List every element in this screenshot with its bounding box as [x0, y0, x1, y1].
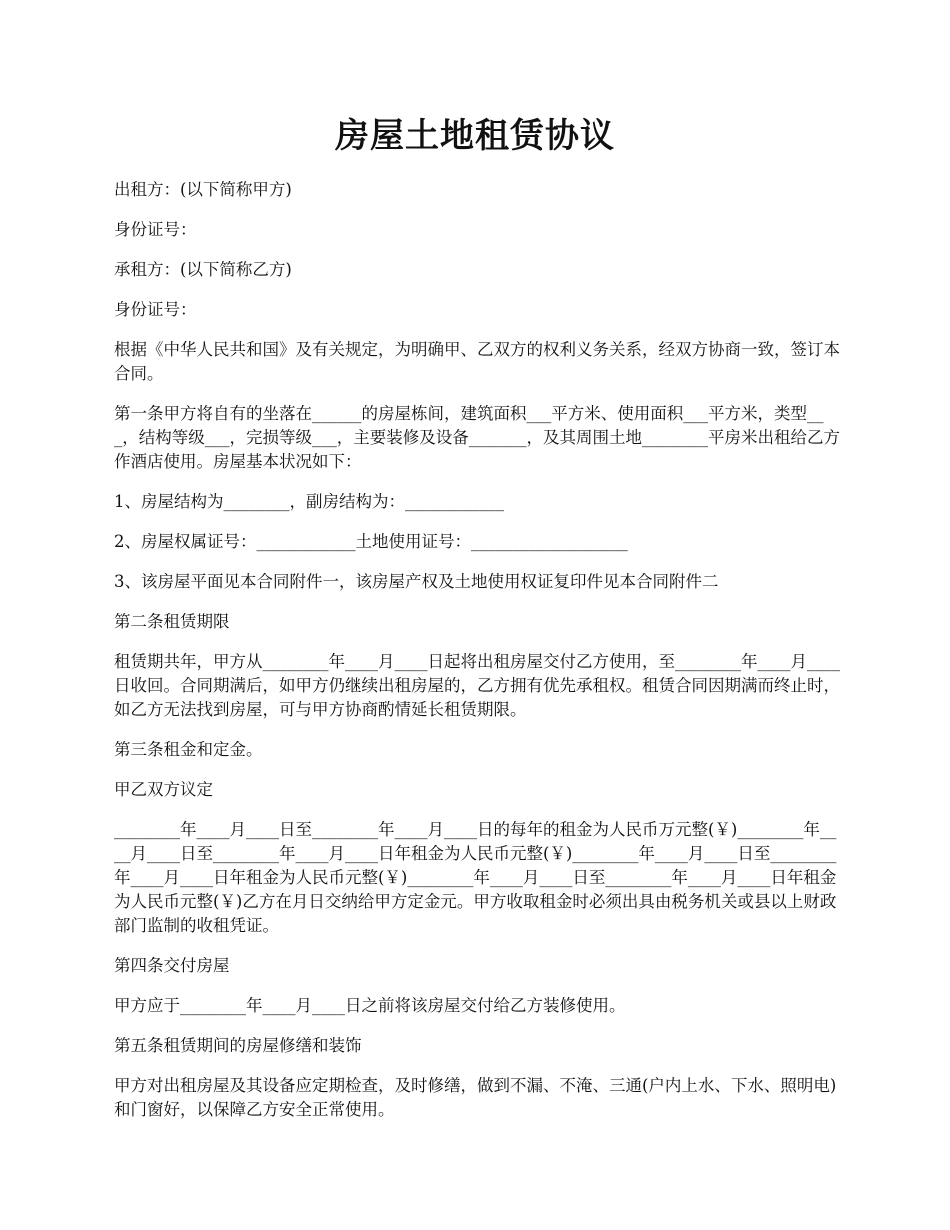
article-4-heading: 第四条交付房屋 [114, 956, 230, 975]
house-structure-line: 1、房屋结构为________，副房结构为：____________ [114, 492, 504, 511]
document-body [114, 178, 840, 1138]
lessor-id-line: 身份证号： [114, 220, 197, 239]
article-5-heading: 第五条租赁期间的房屋修缮和装饰 [114, 1036, 362, 1055]
maintenance-paragraph: 甲方对出租房屋及其设备应定期检查，及时修缮，做到不漏、不淹、三通(户内上水、下水、照明电)和门窗好，以保障乙方安全正常使用。 [114, 1076, 837, 1119]
lease-term-paragraph: 租赁期共年，甲方从________年____月____日起将出租房屋交付乙方使用，至________年____月____日收回。合同期满后，如甲方仍继续出租房屋的，乙方拥有优先承租权。租赁合同因期满而终止时，如乙方无法找到房屋，可与甲方协商酌情延长租赁期限。 [114, 652, 840, 719]
rent-schedule-paragraph: ________年____月____日至________年____月____日的每年的租金为人民币万元整(￥)________年____月____日至________年____月____日年租金为人民币元整(￥)________年____月____日至________年____月____日年租金为人民币元整(￥)________年____月____日至________年____月____日年租金为人民币元整(￥)乙方在月日交纳给甲方定金元。甲方收取租金时必须出具由税务机关或县以上财政部门监制的收租凭证。 [114, 820, 837, 935]
lessee-id-line: 身份证号： [114, 300, 197, 319]
article-2-heading: 第二条租赁期限 [114, 612, 230, 631]
attachments-line: 3、该房屋平面见本合同附件一，该房屋产权及土地使用权证复印件见本合同附件二 [114, 572, 719, 591]
handover-paragraph: 甲方应于________年____月____日之前将该房屋交付给乙方装修使用。 [114, 996, 626, 1015]
lessor-line: 出租方：(以下简称甲方) [114, 180, 292, 199]
lessee-line: 承租方：(以下简称乙方) [114, 260, 292, 279]
ownership-cert-line: 2、房屋权属证号：____________土地使用证号：___________________ [114, 532, 628, 551]
document-title: 房屋土地租赁协议 [335, 116, 615, 156]
agreement-line: 甲乙双方议定 [114, 780, 213, 799]
preamble-paragraph: 根据《中华人民共和国》及有关规定，为明确甲、乙双方的权利义务关系，经双方协商一致，签订本合同。 [114, 340, 840, 383]
article-3-heading: 第三条租金和定金。 [114, 740, 263, 759]
article-1-paragraph: 第一条甲方将自有的坐落在______的房屋栋间，建筑面积___平方米、使用面积___平方米，类型___，结构等级___，完损等级___，主要装修及设备_______，及其周围土地________平房米出租给乙方作酒店使用。房屋基本状况如下： [114, 404, 840, 471]
